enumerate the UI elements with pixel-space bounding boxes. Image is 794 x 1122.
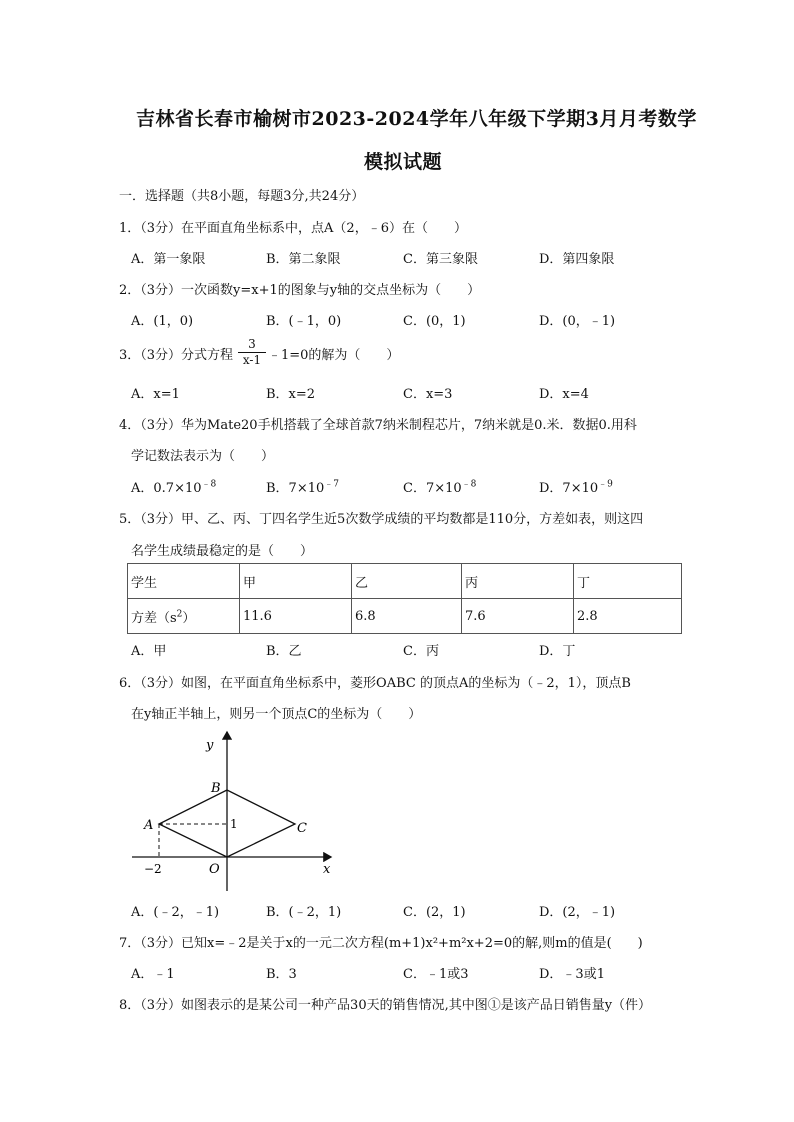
q1-option-a: A．第一象限 — [131, 252, 206, 267]
q5-option-a: A．甲 — [131, 644, 167, 659]
table-row-label — [128, 599, 240, 634]
q5-option-c: C．丙 — [403, 644, 439, 659]
q4-option-d-exponent: ﹣9 — [598, 479, 613, 490]
q4-option-b — [266, 477, 339, 496]
point-c-label: C — [297, 821, 307, 836]
q2-option-c: C．(0，1) — [403, 314, 466, 329]
q6-option-b: B．(﹣2，1) — [266, 905, 342, 920]
q7-option-d: D．﹣3或1 — [539, 967, 605, 982]
q5-stem-line1: 5．（3分）甲、乙、丙、丁四名学生近5次数学成绩的平均数都是110分，方差如表，则这四 — [119, 512, 644, 527]
q1-option-c: C．第三象限 — [403, 252, 478, 267]
q4-option-a-base: A．0.7×10 — [131, 481, 202, 496]
q8-stem: 8．（3分）如图表示的是某公司一种产品30天的销售情况,其中图①是该产品日销售量y（件） — [119, 998, 652, 1013]
q4-option-b-exponent: ﹣7 — [324, 479, 339, 490]
document-title-line1: 吉林省长春市榆树市2023-2024学年八年级下学期3月月考数学 — [136, 108, 697, 130]
document-title-line2: 模拟试题 — [364, 151, 443, 173]
q4-option-c — [403, 477, 476, 496]
q3-fraction-numerator: 3 — [248, 337, 256, 351]
q4-option-a — [131, 477, 216, 496]
q5-stem-line2: 名学生成绩最稳定的是（ ） — [131, 544, 314, 559]
row-label-text: 方差（s — [131, 610, 177, 626]
q5-option-d: D．丁 — [539, 644, 576, 659]
point-a-label: A — [144, 818, 154, 833]
q7-option-a: A．﹣1 — [131, 967, 175, 982]
q6-option-a: A．(﹣2，﹣1) — [131, 905, 220, 920]
table-header-cell: 学生 — [128, 564, 240, 599]
q4-option-d-base: D．7×10 — [539, 481, 599, 496]
q3-fraction — [238, 337, 266, 368]
table-cell: 2.8 — [574, 599, 682, 634]
table-row — [128, 599, 682, 634]
table-cell: 11.6 — [240, 599, 352, 634]
origin-label: O — [209, 862, 220, 877]
q4-option-c-exponent: ﹣8 — [461, 479, 477, 490]
q7-option-b: B．3 — [266, 967, 297, 982]
q3-option-b: B．x=2 — [266, 387, 316, 402]
table-header-cell: 丙 — [462, 564, 574, 599]
q6-option-c: C．(2，1) — [403, 905, 466, 920]
q7-stem: 7．（3分）已知x=﹣2是关于x的一元二次方程(m+1)x²+m²x+2=0的解,则m的值是( ) — [119, 936, 643, 951]
q2-option-b: B．(﹣1，0) — [266, 314, 342, 329]
q4-option-d — [539, 477, 613, 496]
q2-option-d: D．(0，﹣1) — [539, 314, 616, 329]
q4-stem-line1: 4．（3分）华为Mate20手机搭载了全球首款7纳米制程芯片，7纳米就是0.米．数据0.用科 — [119, 418, 637, 433]
q1-option-b: B．第二象限 — [266, 252, 341, 267]
q3-option-a: A．x=1 — [131, 387, 180, 402]
section-heading: 一．选择题（共8小题，每题3分,共24分） — [119, 189, 365, 204]
table-header-cell: 丁 — [574, 564, 682, 599]
table-header-cell: 甲 — [240, 564, 352, 599]
q2-option-a: A．(1，0) — [131, 314, 194, 329]
q6-stem-line2: 在y轴正半轴上，则另一个顶点C的坐标为（ ） — [131, 707, 422, 722]
q3-option-d: D．x=4 — [539, 387, 589, 402]
q4-stem-line2: 学记数法表示为（ ） — [131, 449, 275, 464]
q3-stem-suffix: ﹣1=0的解为（ ） — [268, 348, 400, 363]
table-header-cell: 乙 — [352, 564, 462, 599]
rhombus-figure — [125, 727, 345, 895]
table-cell: 7.6 — [462, 599, 574, 634]
q2-stem: 2．（3分）一次函数y=x+1的图象与y轴的交点坐标为（ ） — [119, 283, 481, 298]
y-axis-label: y — [206, 738, 214, 753]
q6-option-d: D．(2，﹣1) — [539, 905, 616, 920]
q3-fraction-denominator: x-1 — [242, 353, 262, 367]
row-label-close: ） — [182, 610, 196, 626]
tick-label-neg2: −2 — [144, 862, 162, 876]
q5-option-b: B．乙 — [266, 644, 302, 659]
q3-option-c: C．x=3 — [403, 387, 453, 402]
x-axis-label: x — [323, 862, 331, 877]
q1-option-d: D．第四象限 — [539, 252, 615, 267]
variance-table — [127, 563, 682, 634]
q4-option-a-exponent: ﹣8 — [201, 479, 217, 490]
q6-stem-line1: 6．（3分）如图，在平面直角坐标系中，菱形OABC 的顶点A的坐标为（﹣2，1），顶点B — [119, 676, 631, 691]
table-cell: 6.8 — [352, 599, 462, 634]
table-row — [128, 564, 682, 599]
point-b-label: B — [211, 781, 221, 796]
q4-option-c-base: C．7×10 — [403, 481, 462, 496]
q7-option-c: C．﹣1或3 — [403, 967, 469, 982]
q3-stem-prefix: 3．（3分）分式方程 — [119, 348, 234, 363]
q4-option-b-base: B．7×10 — [266, 481, 325, 496]
row-label-superscript: 2 — [176, 609, 183, 620]
tick-label-1: 1 — [230, 817, 238, 831]
q1-stem: 1．（3分）在平面直角坐标系中，点A（2，﹣6）在（ ） — [119, 221, 467, 236]
